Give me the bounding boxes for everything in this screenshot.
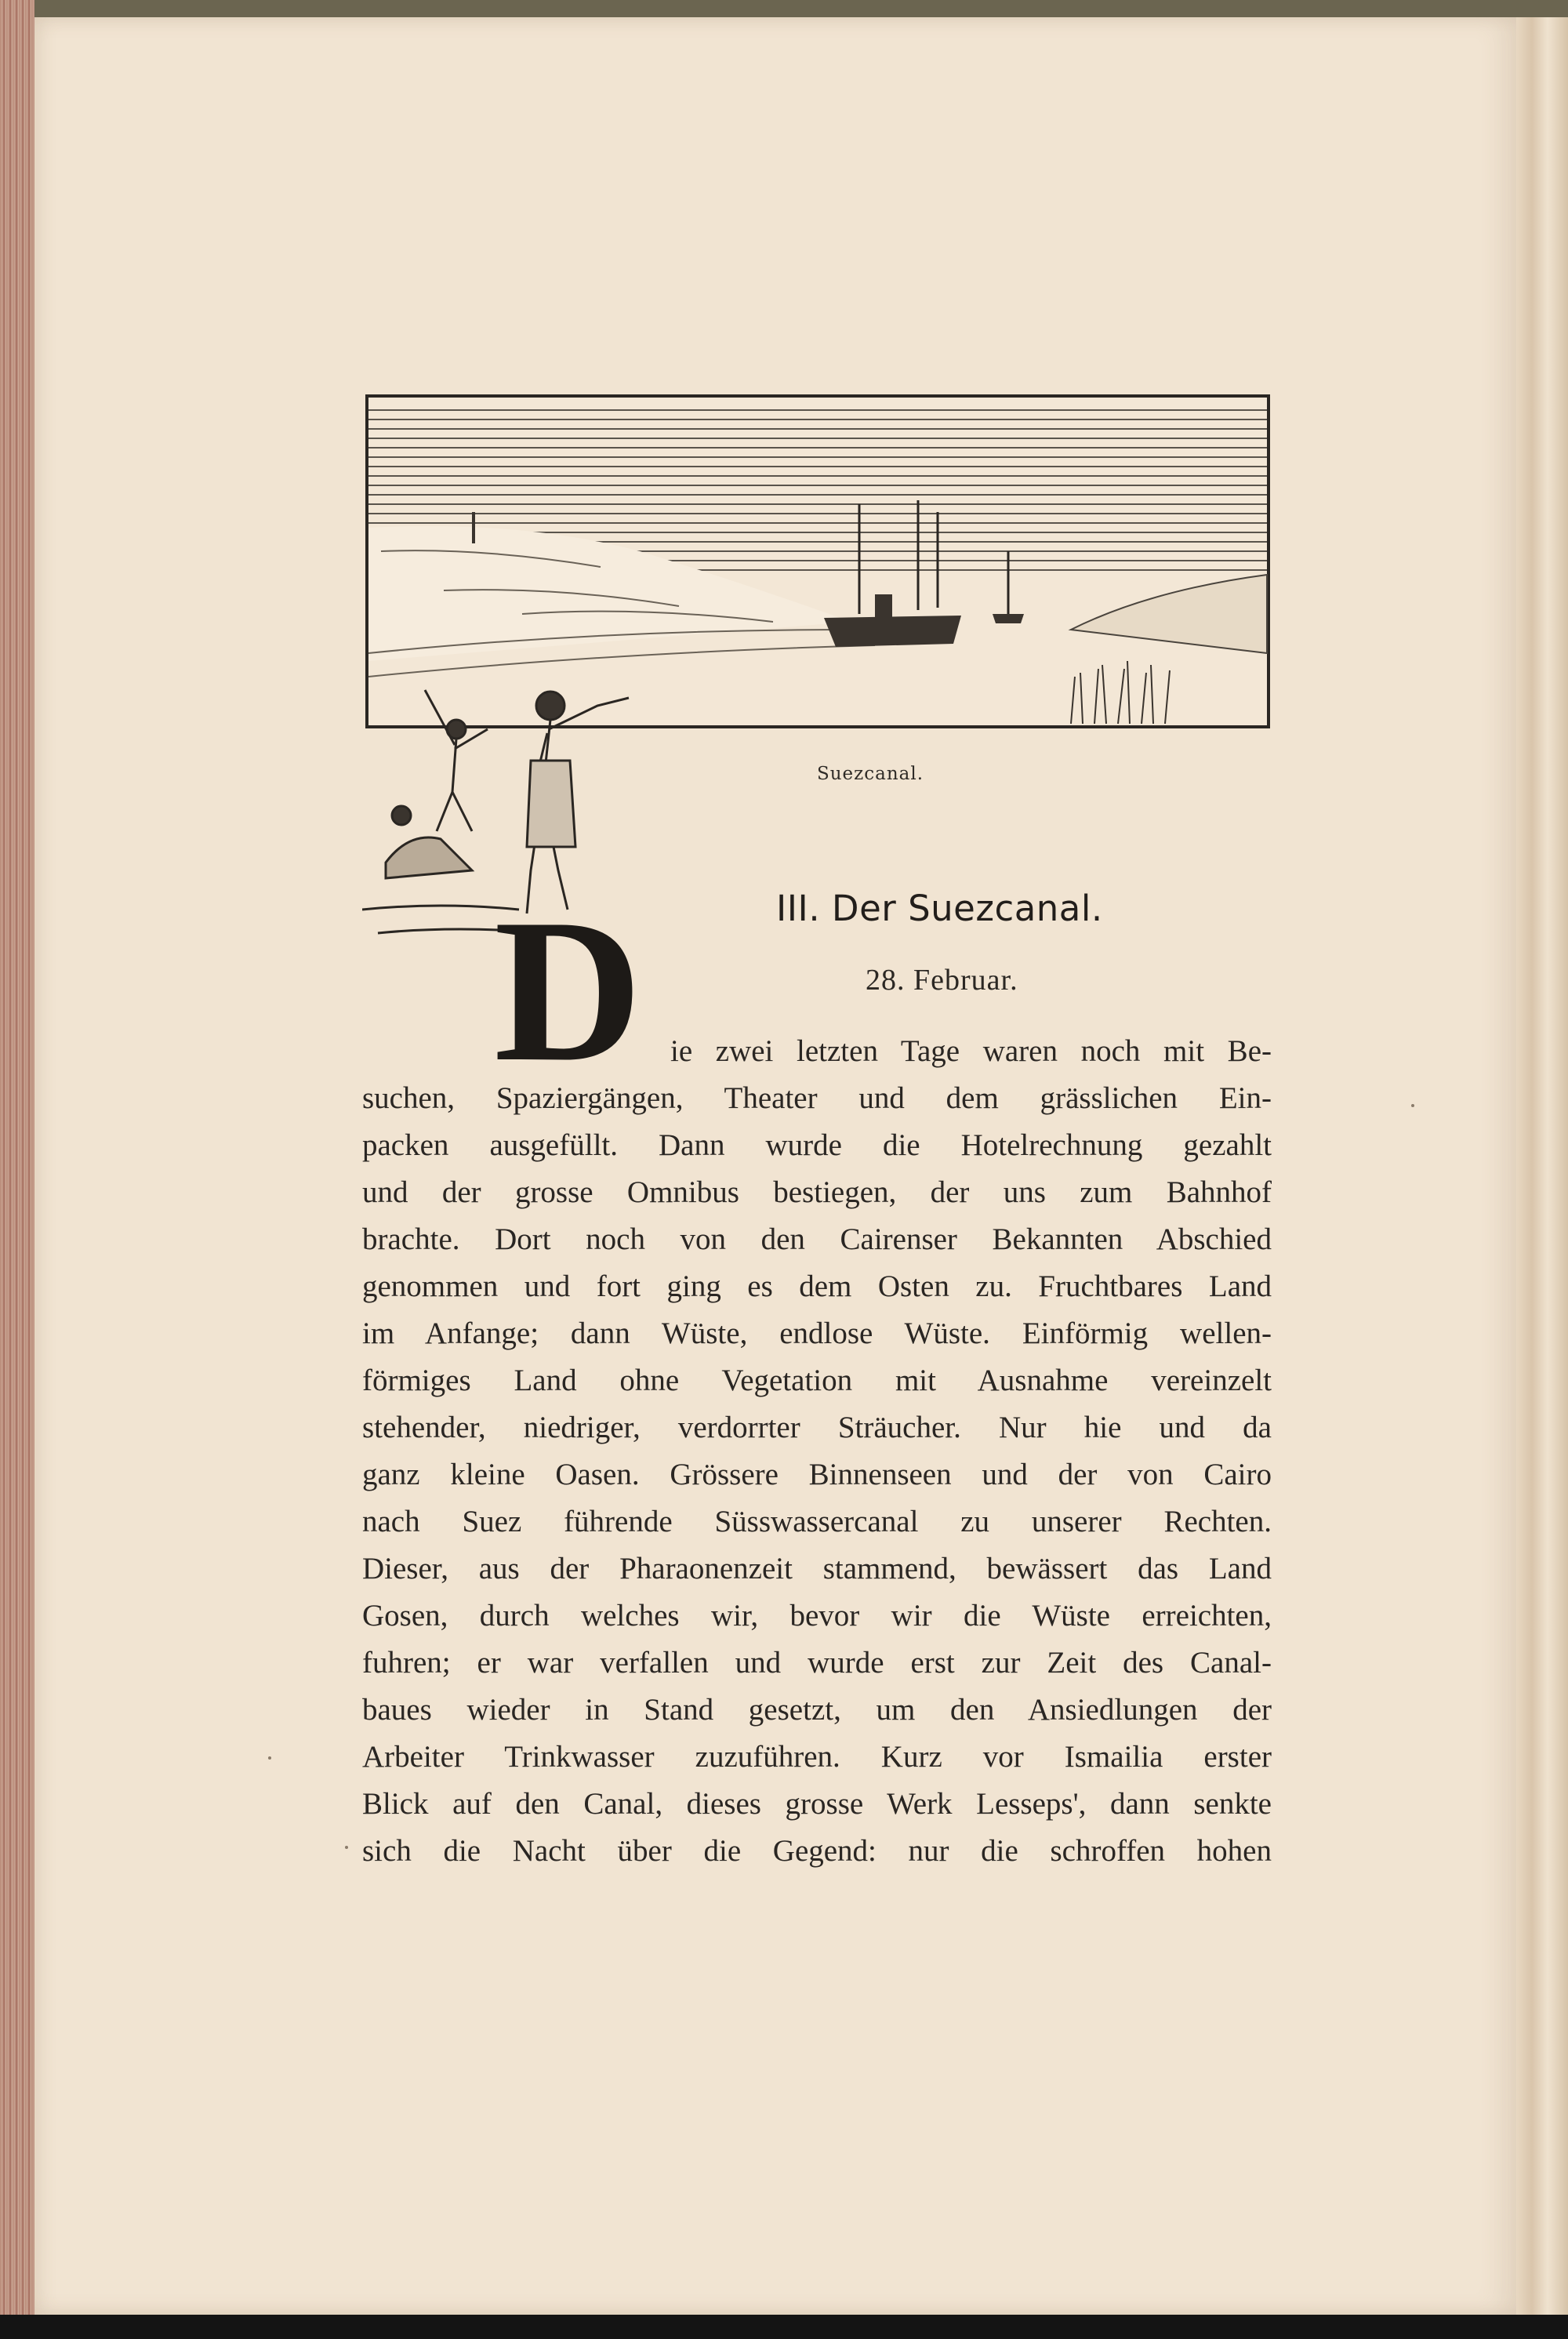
body-text-line: Arbeiter Trinkwasser zuzuführen. Kurz vor Ismailia erster	[362, 1740, 1272, 1774]
body-text-line: Dieser, aus der Pharaonenzeit stammend, bewässert das Land	[362, 1552, 1272, 1585]
illustration-caption: Suezcanal.	[816, 764, 924, 784]
body-text-line: suchen, Spaziergängen, Theater und dem grässlichen Ein-	[362, 1081, 1272, 1115]
body-text-line: baues wieder in Stand gesetzt, um den Ansiedlungen der	[362, 1693, 1272, 1727]
page-stack-left-edge	[0, 0, 34, 2339]
bottom-shadow	[0, 2315, 1568, 2339]
body-text-line: sich die Nacht über die Gegend: nur die schroffen hohen	[362, 1834, 1272, 1868]
body-text-line: ie zwei letzten Tage waren noch mit Be-	[670, 1034, 1272, 1068]
top-binding-edge	[0, 0, 1568, 17]
body-text-line: Blick auf den Canal, dieses grosse Werk Lesseps', dann senkte	[362, 1787, 1272, 1821]
chapter-title: III. Der Suezcanal.	[776, 888, 1103, 929]
paper-speck	[345, 1846, 348, 1849]
paper-speck	[1411, 1104, 1414, 1107]
book-page	[34, 17, 1516, 2315]
body-text-line: fuhren; er war verfallen und wurde erst zur Zeit des Canal-	[362, 1646, 1272, 1680]
body-text-line: Gosen, durch welches wir, bevor wir die Wüste erreichten,	[362, 1599, 1272, 1633]
body-text-line: ganz kleine Oasen. Grössere Binnenseen und der von Cairo	[362, 1458, 1272, 1491]
chapter-date: 28. Februar.	[866, 964, 1018, 997]
page-stack-right-edge	[1516, 17, 1568, 2315]
body-text-line: brachte. Dort noch von den Cairenser Bekannten Abschied	[362, 1222, 1272, 1256]
body-text-line: nach Suez führende Süsswassercanal zu unserer Rechten.	[362, 1505, 1272, 1538]
body-text-line: förmiges Land ohne Vegetation mit Ausnahme vereinzelt	[362, 1364, 1272, 1397]
paper-speck	[268, 1756, 271, 1760]
body-text-line: stehender, niedriger, verdorrter Sträucher. Nur hie und da	[362, 1411, 1272, 1444]
body-text-line: packen ausgefüllt. Dann wurde die Hotelrechnung gezahlt	[362, 1128, 1272, 1162]
body-text-line: genommen und fort ging es dem Osten zu. Fruchtbares Land	[362, 1269, 1272, 1303]
body-text-line: und der grosse Omnibus bestiegen, der uns zum Bahnhof	[362, 1175, 1272, 1209]
drop-cap: D	[494, 877, 643, 1104]
body-text-line: im Anfange; dann Wüste, endlose Wüste. Einförmig wellen-	[362, 1317, 1272, 1350]
